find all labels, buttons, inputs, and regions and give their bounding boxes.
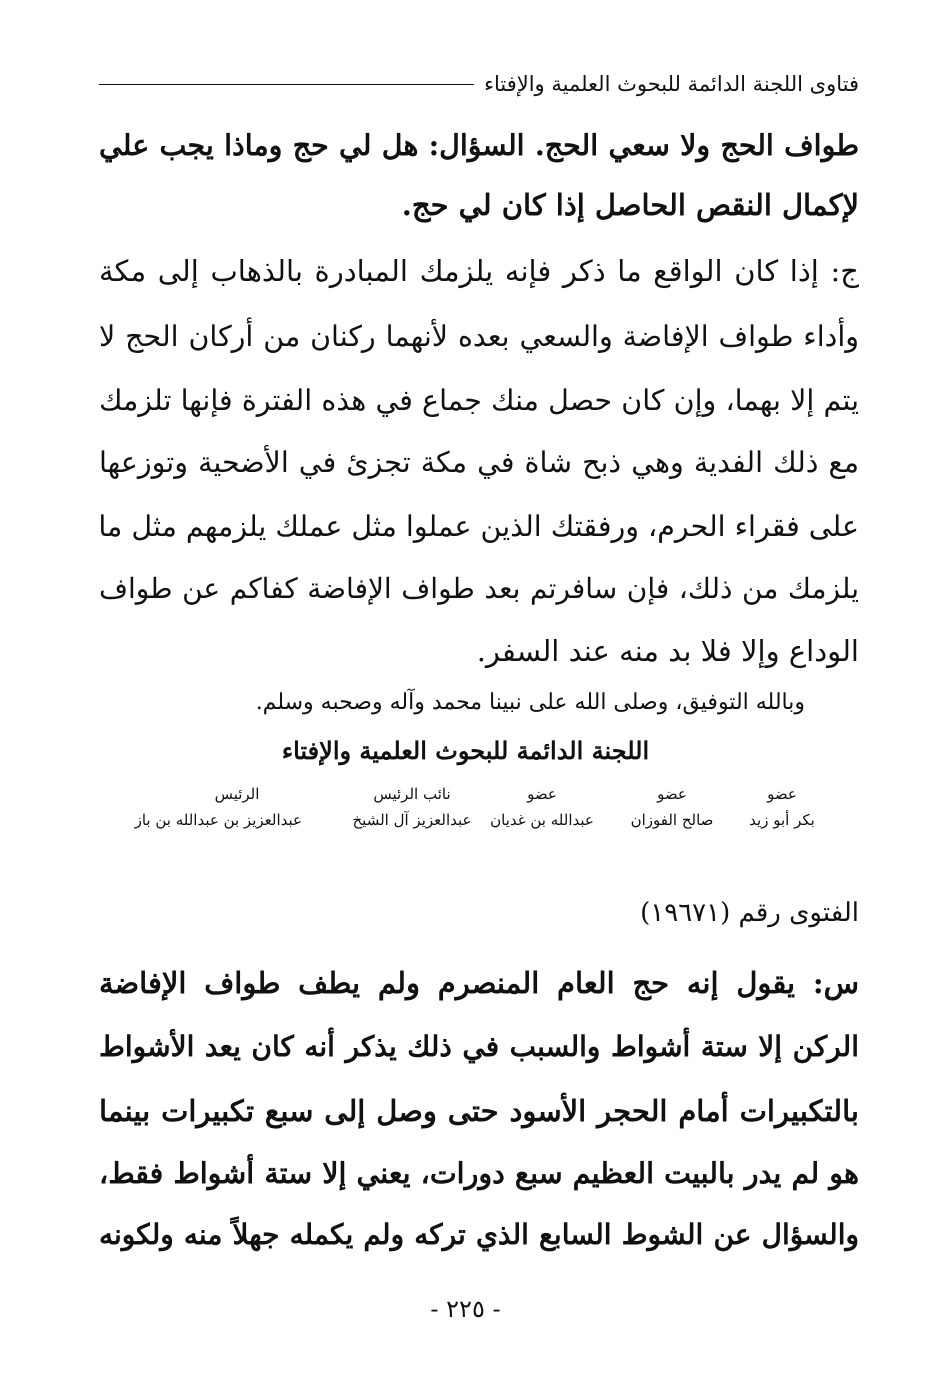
answer-line: على فقراء الحرم، ورفقتك الذين عملوا مثل عملك يلزمهم مثل ما (98, 510, 859, 543)
members-signature-block (134, 782, 847, 842)
member (134, 782, 302, 834)
answer-line: وأداء طواف الإفاضة والسعي بعده لأنهما ركنان من أركان الحج لا (99, 320, 859, 353)
answer-line: مع ذلك الفدية وهي ذبح شاة في مكة تجزئ في الأضحية وتوزعها (99, 446, 859, 479)
question2-line: الركن إلا ستة أشواط والسبب في ذلك يذكر أنه كان يعد الأشواط (99, 1030, 859, 1063)
member (477, 782, 607, 834)
committee-title: اللجنة الدائمة للبحوث العلمية والإفتاء (281, 736, 650, 765)
running-head-title: فتاوى اللجنة الدائمة للبحوث العلمية والإفتاء (484, 72, 859, 96)
answer-line: يلزمك من ذلك، فإن سافرتم بعد طواف الإفاضة كفاكم عن طواف (99, 572, 859, 605)
question2-line: هو لم يدر بالبيت العظيم سبع دورات، يعني إلا ستة أشواط فقط، (99, 1156, 859, 1190)
answer-line: الوداع وإلا فلا بد منه عند السفر. (476, 634, 859, 668)
question-line: طواف الحج ولا سعي الحج. السؤال: هل لي حج وماذا يجب علي (99, 128, 859, 162)
member-role: الرئيس (214, 785, 260, 803)
page-number: - ٢٢٥ - (430, 1295, 501, 1323)
question2-line: والسؤال عن الشوط السابع الذي تركه ولم يكمله جهلاً منه ولكونه (99, 1218, 859, 1251)
question-line: لإكمال النقص الحاصل إذا كان لي حج. (401, 188, 859, 222)
member-name: صالح الفوزان (630, 811, 714, 829)
member-name: عبدالله بن غديان (490, 811, 594, 829)
member-name: بكر أبو زيد (749, 811, 815, 829)
question2-line: س: يقول إنه حج العام المنصرم ولم يطف طواف الإفاضة (99, 966, 859, 1000)
question2-line: بالتكبيرات أمام الحجر الأسود حتى وصل إلى سبع تكبيرات بينما (99, 1094, 859, 1128)
member-name: عبدالعزيز بن عبدالله بن باز (134, 811, 302, 829)
member-role: عضو (657, 785, 687, 803)
member (347, 782, 477, 834)
running-head-rule (99, 84, 474, 85)
member-role: عضو (527, 785, 557, 803)
fatwa-number: الفتوى رقم (١٩٦٧١) (640, 898, 859, 928)
answer-line: ج: إذا كان الواقع ما ذكر فإنه يلزمك المبادرة بالذهاب إلى مكة (99, 254, 859, 288)
member-role: نائب الرئيس (373, 785, 451, 803)
closing-line: وبالله التوفيق، وصلى الله على نبينا محمد وآله وصحبه وسلم. (255, 690, 805, 715)
answer-line: يتم إلا بهما، وإن كان حصل منك جماع في هذه الفترة فإنها تلزمك (99, 384, 859, 417)
running-head (99, 66, 859, 102)
member-name: عبدالعزيز آل الشيخ (352, 811, 472, 829)
member (607, 782, 737, 834)
member-role: عضو (767, 785, 797, 803)
